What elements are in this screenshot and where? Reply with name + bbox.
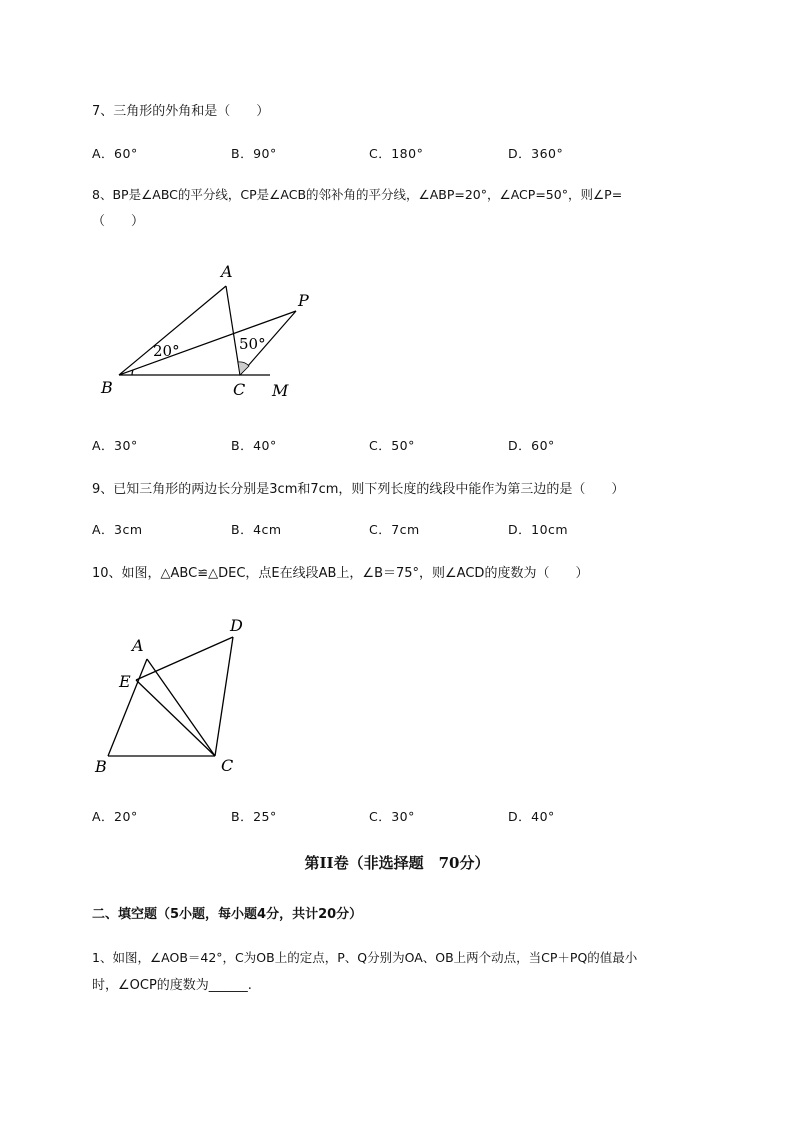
q10-choice-a: A．20° (92, 809, 138, 824)
q10-label-c: C (221, 756, 234, 775)
q10-choice-b: B．25° (231, 809, 277, 824)
q8-label-m: M (272, 381, 289, 400)
q8-stem-line2: （ ） (92, 214, 145, 229)
q8-label-c: C (233, 380, 246, 399)
q10-label-e: E (119, 672, 131, 691)
q8-choice-b: B．40° (231, 438, 277, 453)
q8-angle-c-arc (238, 362, 249, 375)
q10-stem: 10、如图，△ABC≌△DEC，点E在线段AB上，∠B＝75°，则∠ACD的度数为（ ） (92, 566, 589, 581)
q7-choice-a: A．60° (92, 146, 138, 161)
q8-line-ba (119, 286, 226, 375)
q8-angle-b-arc (132, 370, 133, 375)
section2-heading: 二、填空题（5小题，每小题4分，共计20分） (92, 907, 363, 922)
q9-choice-b: B．4cm (231, 522, 282, 537)
q8-angle-label-50: 50° (239, 335, 266, 353)
q8-choice-c: C．50° (369, 438, 415, 453)
q8-label-p: P (298, 291, 309, 310)
q10-line-ed (136, 637, 233, 680)
q10-line-ec (136, 680, 215, 756)
q10-line-ac (147, 659, 215, 756)
q8-choice-a: A．30° (92, 438, 138, 453)
q8-line-bp (119, 311, 296, 375)
q7-choice-c: C．180° (369, 146, 424, 161)
q9-choice-c: C．7cm (369, 522, 420, 537)
q9-stem: 9、已知三角形的两边长分别是3cm和7cm，则下列长度的线段中能作为第三边的是（ ） (92, 482, 625, 497)
q9-choice-a: A．3cm (92, 522, 143, 537)
q10-label-b: B (95, 757, 107, 776)
fill1-line2: 时，∠OCP的度数为______. (92, 978, 252, 993)
q10-line-dc (215, 637, 233, 756)
q10-choice-c: C．30° (369, 809, 415, 824)
q8-label-b: B (101, 378, 113, 397)
q8-angle-label-20: 20° (153, 342, 180, 360)
q8-stem-line1: 8、BP是∠ABC的平分线，CP是∠ACB的邻补角的平分线，∠ABP=20°，∠ACP=50°，则∠P= (92, 187, 623, 202)
q10-choice-d: D．40° (508, 809, 555, 824)
q10-label-d: D (230, 616, 243, 635)
q10-label-a: A (132, 636, 144, 655)
q7-choice-d: D．360° (508, 146, 564, 161)
q9-choice-d: D．10cm (508, 522, 569, 537)
part2-title: 第II卷（非选择题 70分） (304, 854, 490, 872)
q8-choice-d: D．60° (508, 438, 555, 453)
fill1-line1: 1、如图，∠AOB＝42°，C为OB上的定点，P、Q分别为OA、OB上两个动点，当CP＋PQ的值最小 (92, 950, 638, 965)
q7-choice-b: B．90° (231, 146, 277, 161)
q7-stem: 7、三角形的外角和是（ ） (92, 104, 270, 119)
q8-label-a: A (221, 262, 233, 281)
